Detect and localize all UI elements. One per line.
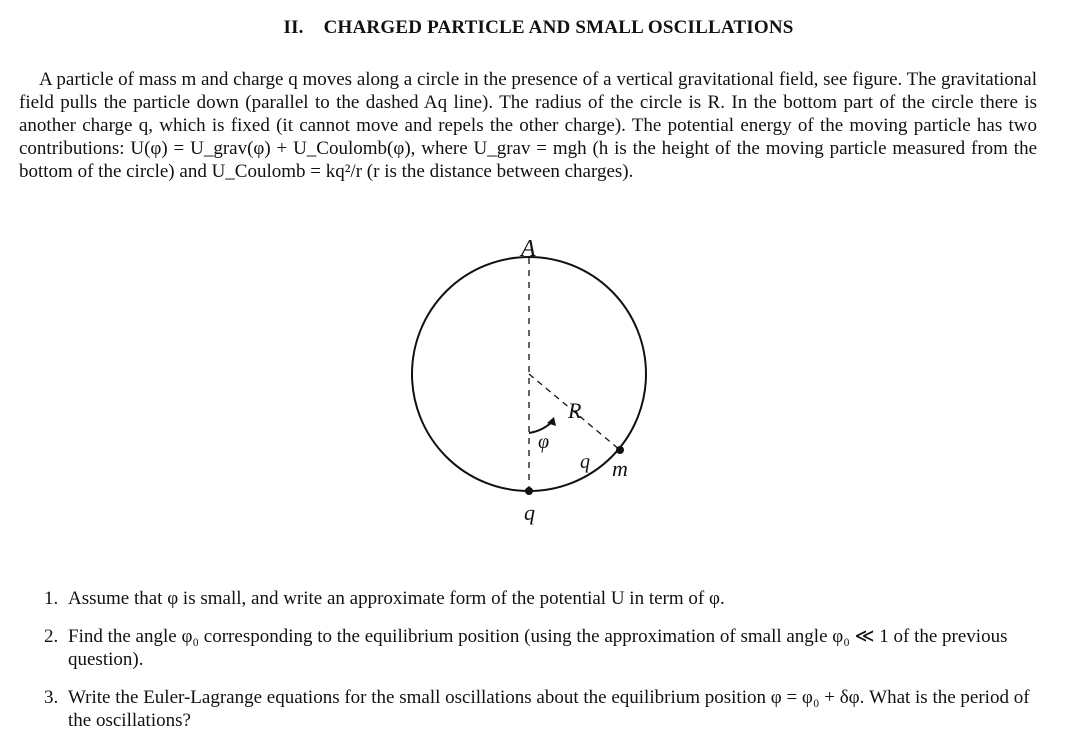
question-item xyxy=(44,587,1037,610)
label-moving-q: q xyxy=(580,451,590,473)
section-title: CHARGED PARTICLE AND SMALL OSCILLATIONS xyxy=(323,17,794,38)
question-number: 1. xyxy=(44,588,59,609)
question-item xyxy=(44,625,1037,671)
question-number: 3. xyxy=(44,687,59,708)
circle-figure xyxy=(380,228,680,538)
question-list xyxy=(44,587,1037,747)
question-text: Find the angle φ₀ corresponding to the equilibrium position (using the approximation of small angle φ₀ ≪ 1 of the previous question). xyxy=(68,626,1008,670)
label-a: A xyxy=(521,236,536,262)
question-item xyxy=(44,686,1037,732)
label-phi: φ xyxy=(538,431,550,453)
moving-particle-dot xyxy=(616,446,624,454)
section-number: II. xyxy=(283,17,304,38)
fixed-charge-dot xyxy=(525,487,533,495)
label-r: R xyxy=(568,398,582,423)
section-heading xyxy=(0,17,1077,39)
question-text: Write the Euler-Lagrange equations for the small oscillations about the equilibrium position φ = φ₀ + δφ. What is the period of the oscillations? xyxy=(68,687,1030,731)
question-number: 2. xyxy=(44,626,59,647)
question-text: Assume that φ is small, and write an approximate form of the potential U in term of φ. xyxy=(68,588,725,609)
label-fixed-q: q xyxy=(524,500,535,525)
problem-paragraph: A particle of mass m and charge q moves along a circle in the presence of a vertical gravitational field, see figure. The gravitational field pulls the particle down (parallel to the dashed Aq line). The radius of the circle is R. In the bottom part of the circle there is another charge q, which is fixed (it cannot move and repels the other charge). The potential energy of the moving particle has two contributions: U(φ) = U_grav(φ) + U_Coulomb(φ), where U_grav = mgh (h is the height of the moving particle measured from the bottom of the circle) and U_Coulomb = kq²/r (r is the distance between charges). xyxy=(19,69,1037,182)
label-m: m xyxy=(612,456,628,481)
